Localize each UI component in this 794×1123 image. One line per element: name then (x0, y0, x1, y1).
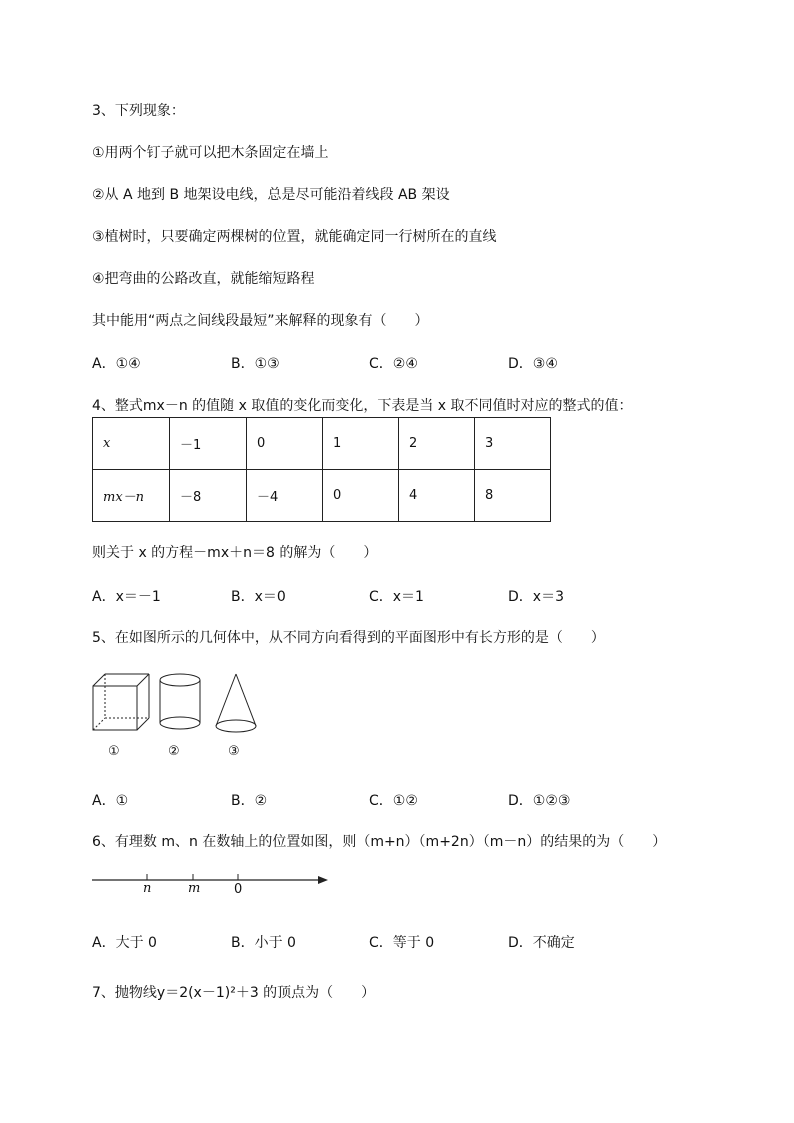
q6-option-d: D．不确定 (508, 935, 575, 951)
q5-option-c: C．①② (369, 793, 418, 809)
q4-option-a: A．x＝－1 (92, 589, 161, 605)
axis-label-m: m (188, 881, 201, 896)
number-line (92, 868, 332, 892)
cone-icon (216, 674, 256, 732)
axis-label-n: n (143, 881, 152, 896)
q4-question: 则关于 x 的方程－mx＋n＝8 的解为（ ） (92, 545, 378, 561)
q3-item-1: ①用两个钉子就可以把木条固定在墙上 (92, 145, 329, 161)
q3-option-d: D．③④ (508, 356, 558, 372)
table-cell: 8 (475, 470, 551, 522)
table-row (93, 470, 551, 522)
q5-solids-figure (88, 668, 278, 738)
q3-stem: 3、下列现象： (92, 103, 185, 119)
q4-option-d: D．x＝3 (508, 589, 564, 605)
table-cell: 1 (323, 418, 399, 470)
axis-label-zero: 0 (234, 882, 243, 897)
q6-stem: 6、有理数 m、n 在数轴上的位置如图，则（m+n）（m+2n）（m－n）的结果的为（ ） (92, 834, 667, 850)
q3-option-b: B．①③ (231, 356, 280, 372)
q4-stem: 4、整式mx－n 的值随 x 取值的变化而变化，下表是当 x 取不同值时对应的整式的值： (92, 398, 633, 414)
q5-option-a: A．① (92, 793, 129, 809)
cylinder-icon (160, 674, 200, 729)
q5-option-d: D．①②③ (508, 793, 571, 809)
q4-value-table (92, 417, 551, 522)
q6-option-b: B．小于 0 (231, 935, 296, 951)
solid-label-3: ③ (228, 744, 240, 759)
table-cell: 4 (399, 470, 475, 522)
table-cell: －8 (170, 470, 247, 522)
table-cell: －1 (170, 418, 247, 470)
q3-item-4: ④把弯曲的公路改直，就能缩短路程 (92, 271, 315, 287)
table-row (93, 418, 551, 470)
arrow-right-icon (318, 876, 328, 884)
cube-icon (93, 674, 149, 730)
table-cell: 0 (323, 470, 399, 522)
q3-item-2: ②从 A 地到 B 地架设电线，总是尽可能沿着线段 AB 架设 (92, 187, 450, 203)
table-cell: －4 (247, 470, 323, 522)
solid-label-2: ② (168, 744, 180, 759)
q6-option-a: A．大于 0 (92, 935, 157, 951)
table-cell: x (93, 418, 170, 470)
q7-stem: 7、抛物线y＝2(x－1)²＋3 的顶点为（ ） (92, 985, 376, 1001)
q4-option-b: B．x＝0 (231, 589, 286, 605)
table-cell: 3 (475, 418, 551, 470)
q4-option-c: C．x＝1 (369, 589, 424, 605)
q5-stem: 5、在如图所示的几何体中，从不同方向看得到的平面图形中有长方形的是（ ） (92, 630, 605, 646)
q6-option-c: C．等于 0 (369, 935, 435, 951)
q3-question: 其中能用“两点之间线段最短”来解释的现象有（ ） (92, 313, 429, 329)
q3-option-c: C．②④ (369, 356, 418, 372)
q5-option-b: B．② (231, 793, 268, 809)
table-cell: mx－n (93, 470, 170, 522)
table-cell: 0 (247, 418, 323, 470)
q3-option-a: A．①④ (92, 356, 141, 372)
table-cell: 2 (399, 418, 475, 470)
q3-item-3: ③植树时，只要确定两棵树的位置，就能确定同一行树所在的直线 (92, 229, 497, 245)
solid-label-1: ① (108, 744, 120, 759)
